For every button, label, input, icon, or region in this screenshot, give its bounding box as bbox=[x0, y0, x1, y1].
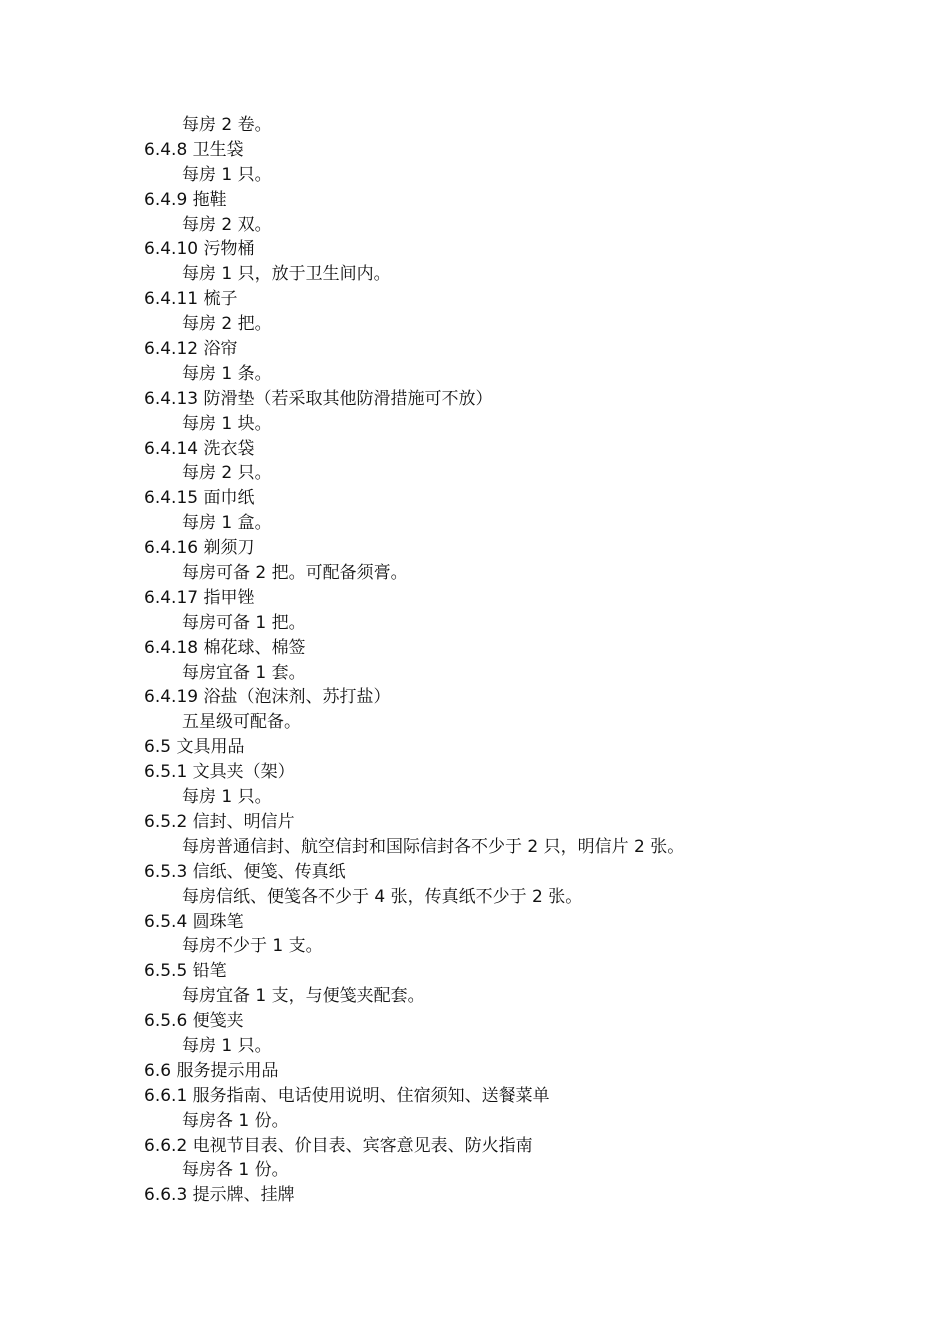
section-body-text: 每房 1 只。 bbox=[182, 1035, 272, 1056]
section-body-text: 每房 1 块。 bbox=[182, 413, 272, 434]
section-heading: 6.5.4 圆珠笔 bbox=[144, 911, 244, 932]
section-heading: 6.6 服务提示用品 bbox=[144, 1060, 279, 1081]
section-heading: 6.4.13 防滑垫（若采取其他防滑措施可不放） bbox=[144, 388, 493, 409]
section-heading: 6.4.16 剃须刀 bbox=[144, 538, 255, 559]
section-body-text: 每房 1 盒。 bbox=[182, 513, 272, 534]
section-heading: 6.6.1 服务指南、电话使用说明、住宿须知、送餐菜单 bbox=[144, 1085, 550, 1106]
section-body-text: 每房 2 把。 bbox=[182, 314, 272, 335]
section-body-text: 每房各 1 份。 bbox=[182, 1160, 289, 1181]
document-page bbox=[0, 113, 950, 1208]
section-body-text: 每房 2 卷。 bbox=[182, 115, 272, 135]
section-body-text: 每房 1 只。 bbox=[182, 787, 272, 808]
section-body-text: 每房可备 2 把。可配备须膏。 bbox=[182, 563, 408, 584]
section-heading: 6.4.14 洗衣袋 bbox=[144, 438, 255, 459]
section-heading: 6.4.11 梳子 bbox=[144, 289, 238, 310]
section-heading: 6.6.2 电视节目表、价目表、宾客意见表、防火指南 bbox=[144, 1135, 533, 1156]
section-body-text: 每房普通信封、航空信封和国际信封各不少于 2 只，明信片 2 张。 bbox=[182, 836, 685, 857]
section-heading: 6.5.3 信纸、便笺、传真纸 bbox=[144, 861, 346, 882]
section-heading: 6.4.18 棉花球、棉签 bbox=[144, 637, 306, 658]
section-heading: 6.4.19 浴盐（泡沫剂、苏打盐） bbox=[144, 687, 391, 708]
section-body-text: 每房 1 条。 bbox=[182, 363, 272, 384]
section-heading: 6.4.12 浴帘 bbox=[144, 339, 238, 360]
section-heading: 6.5.1 文具夹（架） bbox=[144, 762, 295, 783]
section-body-text: 每房宜备 1 套。 bbox=[182, 662, 306, 683]
section-heading: 6.5 文具用品 bbox=[144, 737, 245, 758]
section-heading: 6.5.6 便笺夹 bbox=[144, 1011, 244, 1032]
section-heading: 6.6.3 提示牌、挂牌 bbox=[144, 1185, 295, 1206]
section-heading: 6.4.10 污物桶 bbox=[144, 239, 255, 260]
section-heading: 6.5.5 铅笔 bbox=[144, 961, 227, 982]
section-body-text: 每房各 1 份。 bbox=[182, 1110, 289, 1131]
section-body-text: 每房 1 只。 bbox=[182, 164, 272, 185]
section-heading: 6.4.17 指甲锉 bbox=[144, 587, 255, 608]
section-body-text: 每房可备 1 把。 bbox=[182, 612, 306, 633]
section-body-text: 每房 2 双。 bbox=[182, 214, 272, 235]
section-heading: 6.5.2 信封、明信片 bbox=[144, 811, 295, 832]
section-body-text: 每房信纸、便笺各不少于 4 张，传真纸不少于 2 张。 bbox=[182, 886, 583, 907]
section-heading: 6.4.15 面巾纸 bbox=[144, 488, 255, 509]
section-body-text: 每房 1 只，放于卫生间内。 bbox=[182, 264, 391, 285]
section-body-text: 每房宜备 1 支，与便笺夹配套。 bbox=[182, 986, 425, 1007]
section-heading: 6.4.8 卫生袋 bbox=[144, 139, 244, 160]
section-body-text: 五星级可配备。 bbox=[182, 712, 301, 733]
section-body-text: 每房 2 只。 bbox=[182, 463, 272, 484]
section-body-text: 每房不少于 1 支。 bbox=[182, 936, 323, 957]
section-heading: 6.4.9 拖鞋 bbox=[144, 189, 227, 210]
